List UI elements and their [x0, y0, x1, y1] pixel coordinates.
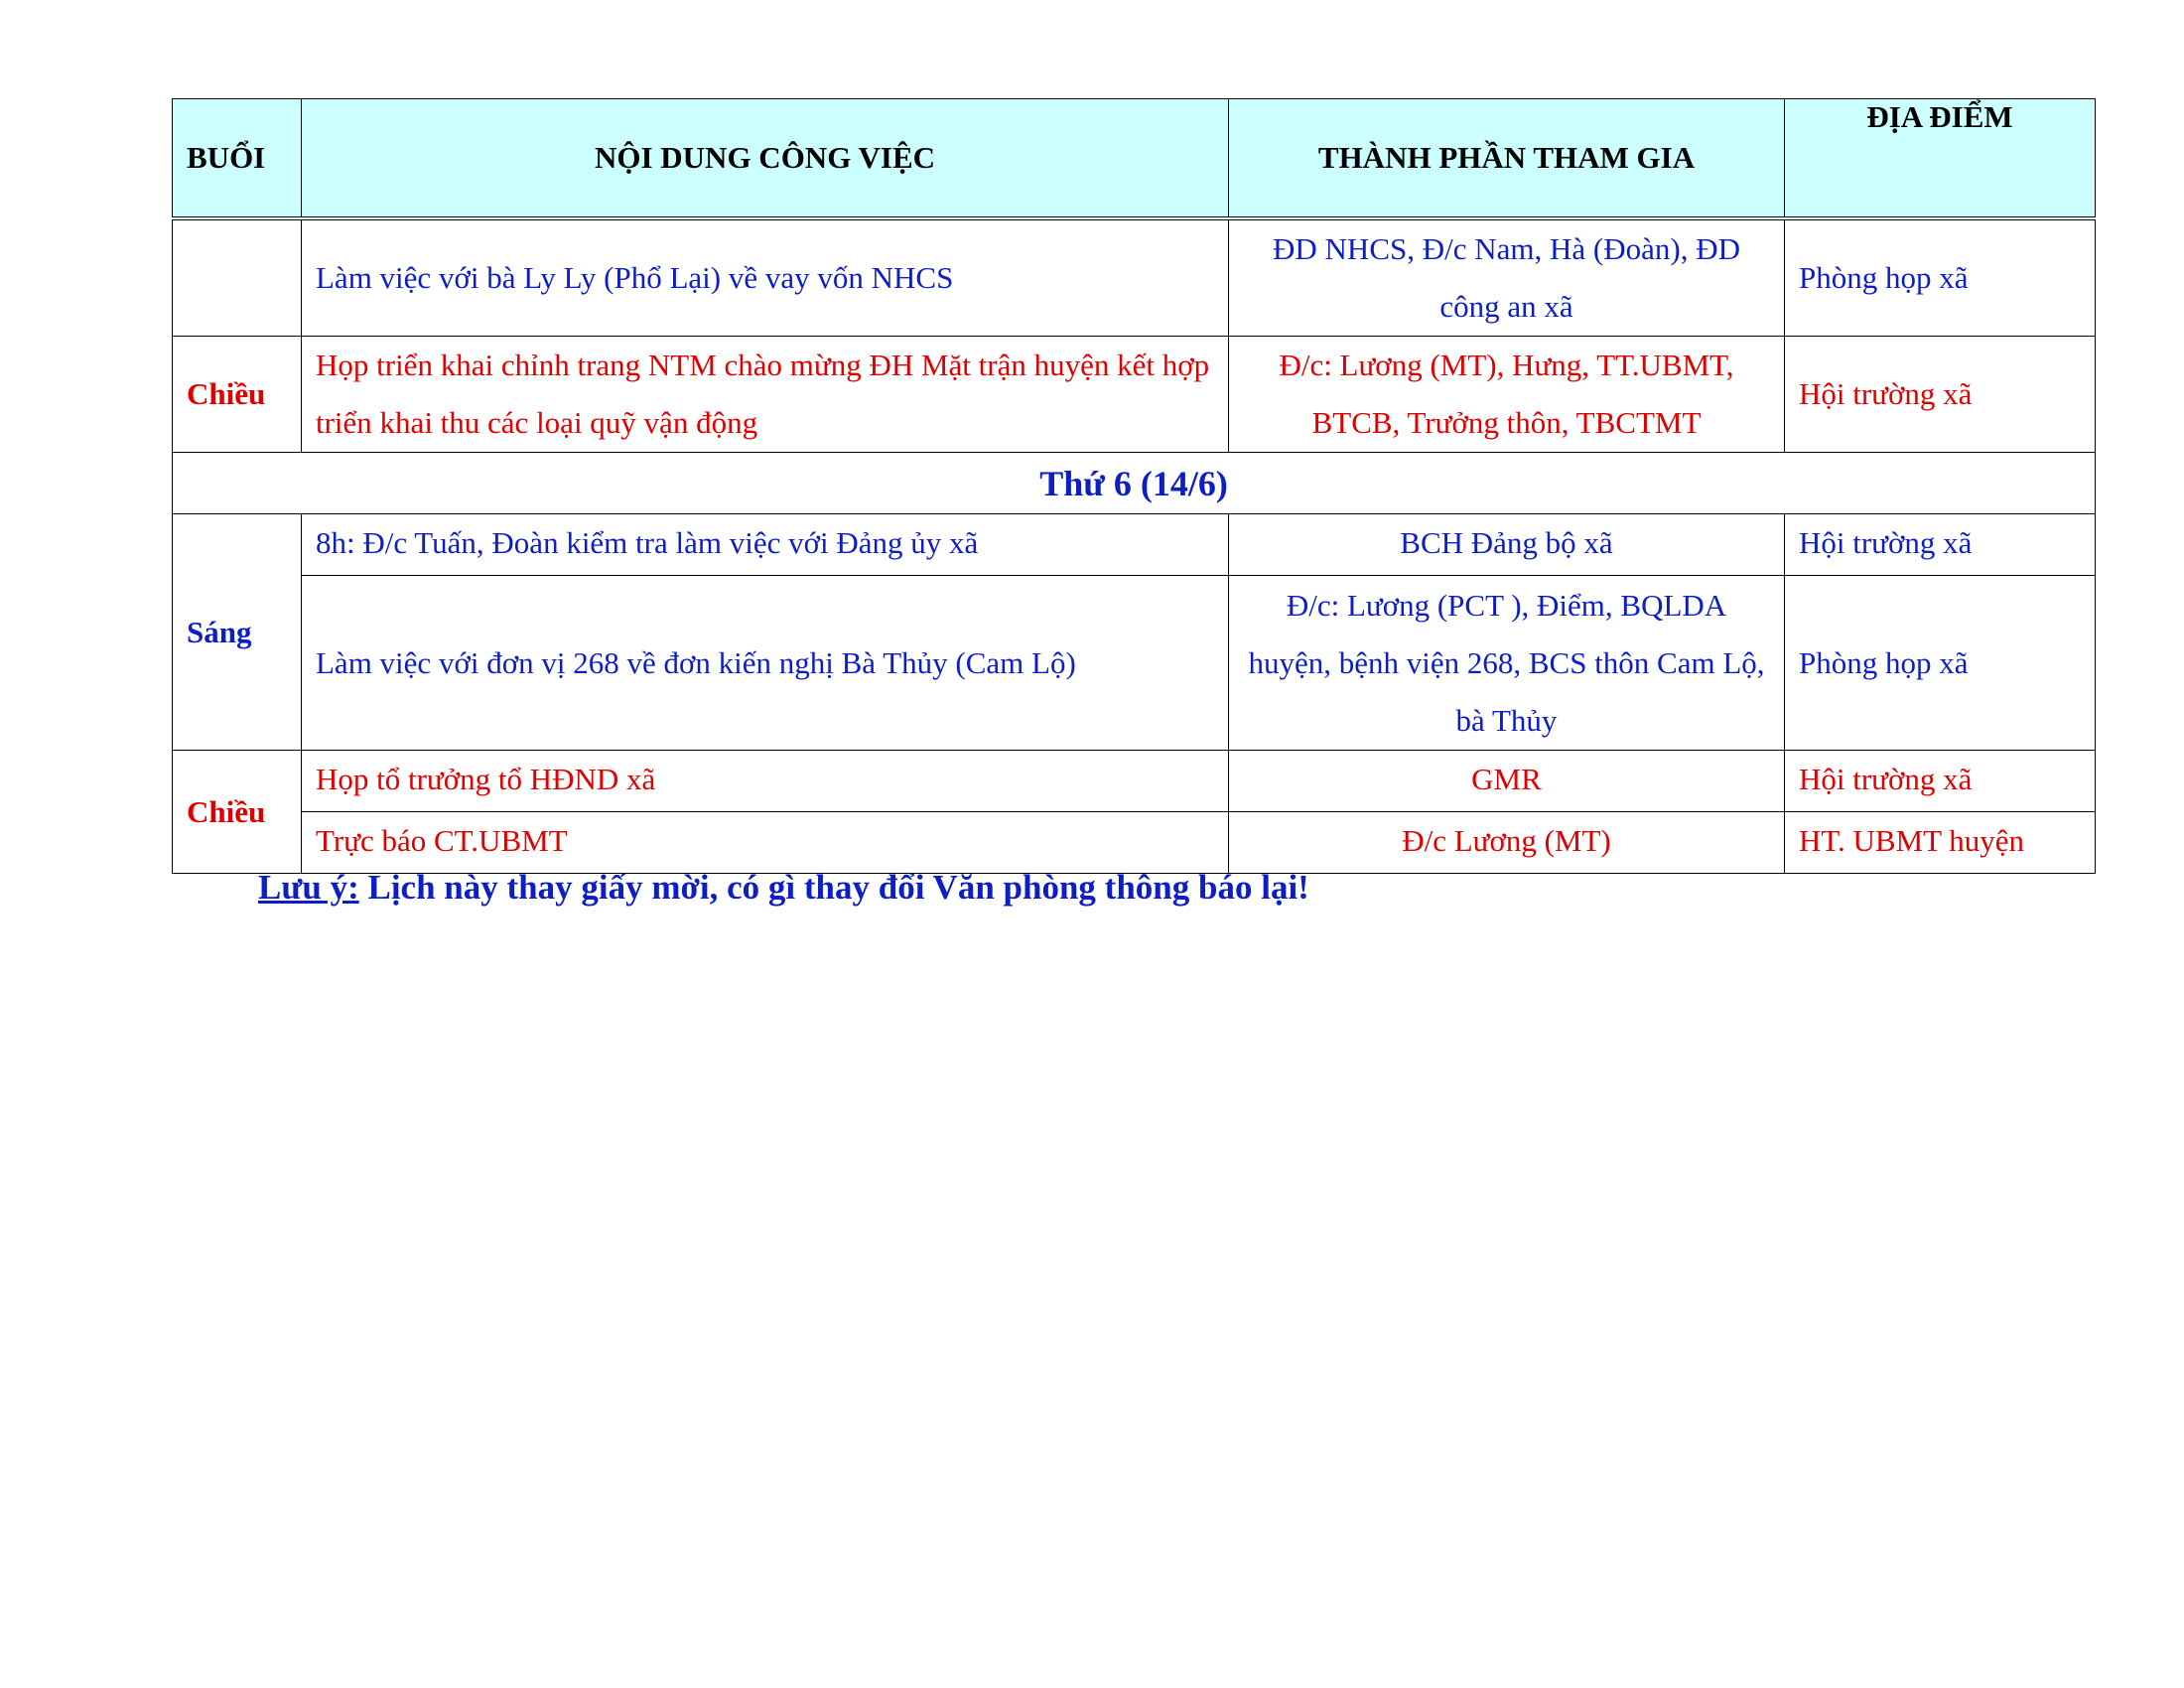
header-row	[173, 99, 2096, 219]
dia-diem-cell: Hội trường xã	[1785, 514, 2096, 576]
noi-dung-cell: Họp tổ trưởng tổ HĐND xã	[302, 751, 1229, 812]
buoi-cell	[173, 218, 302, 337]
thanh-phan-cell: BCH Đảng bộ xã	[1229, 514, 1785, 576]
header-noi-dung: NỘI DUNG CÔNG VIỆC	[302, 99, 1229, 219]
thanh-phan-cell: Đ/c: Lương (MT), Hưng, TT.UBMT, BTCB, Trưởng thôn, TBCTMT	[1229, 337, 1785, 453]
schedule-table	[172, 98, 2096, 874]
footer-note	[258, 868, 1309, 908]
buoi-cell-sang: Sáng	[173, 514, 302, 751]
table-row	[173, 514, 2096, 576]
table-row	[173, 218, 2096, 337]
note-label: Lưu ý:	[258, 868, 359, 907]
thanh-phan-cell: Đ/c: Lương (PCT ), Điểm, BQLDA huyện, bệnh viện 268, BCS thôn Cam Lộ, bà Thủy	[1229, 576, 1785, 751]
header-thanh-phan: THÀNH PHẦN THAM GIA	[1229, 99, 1785, 219]
table-row	[173, 812, 2096, 874]
table-row	[173, 337, 2096, 453]
thanh-phan-cell: GMR	[1229, 751, 1785, 812]
noi-dung-cell: 8h: Đ/c Tuấn, Đoàn kiểm tra làm việc với Đảng ủy xã	[302, 514, 1229, 576]
table-row	[173, 751, 2096, 812]
buoi-cell-chieu: Chiều	[173, 751, 302, 874]
dia-diem-cell: Phòng họp xã	[1785, 576, 2096, 751]
table-row	[173, 576, 2096, 751]
noi-dung-cell: Trực báo CT.UBMT	[302, 812, 1229, 874]
dia-diem-cell: Hội trường xã	[1785, 337, 2096, 453]
day-row	[173, 453, 2096, 514]
noi-dung-cell: Làm việc với bà Ly Ly (Phổ Lại) về vay vốn NHCS	[302, 218, 1229, 337]
header-buoi: BUỔI	[173, 99, 302, 219]
thanh-phan-cell: ĐD NHCS, Đ/c Nam, Hà (Đoàn), ĐD công an xã	[1229, 218, 1785, 337]
noi-dung-cell: Làm việc với đơn vị 268 về đơn kiến nghị Bà Thủy (Cam Lộ)	[302, 576, 1229, 751]
day-label: Thứ 6 (14/6)	[173, 453, 2096, 514]
dia-diem-cell: Phòng họp xã	[1785, 218, 2096, 337]
dia-diem-cell: Hội trường xã	[1785, 751, 2096, 812]
thanh-phan-cell: Đ/c Lương (MT)	[1229, 812, 1785, 874]
note-text: Lịch này thay giấy mời, có gì thay đổi Văn phòng thông báo lại!	[358, 868, 1309, 907]
noi-dung-cell: Họp triển khai chỉnh trang NTM chào mừng ĐH Mặt trận huyện kết hợp triển khai thu các loại quỹ vận động	[302, 337, 1229, 453]
buoi-cell: Chiều	[173, 337, 302, 453]
header-dia-diem: ĐỊA ĐIỂM	[1785, 99, 2096, 219]
dia-diem-cell: HT. UBMT huyện	[1785, 812, 2096, 874]
